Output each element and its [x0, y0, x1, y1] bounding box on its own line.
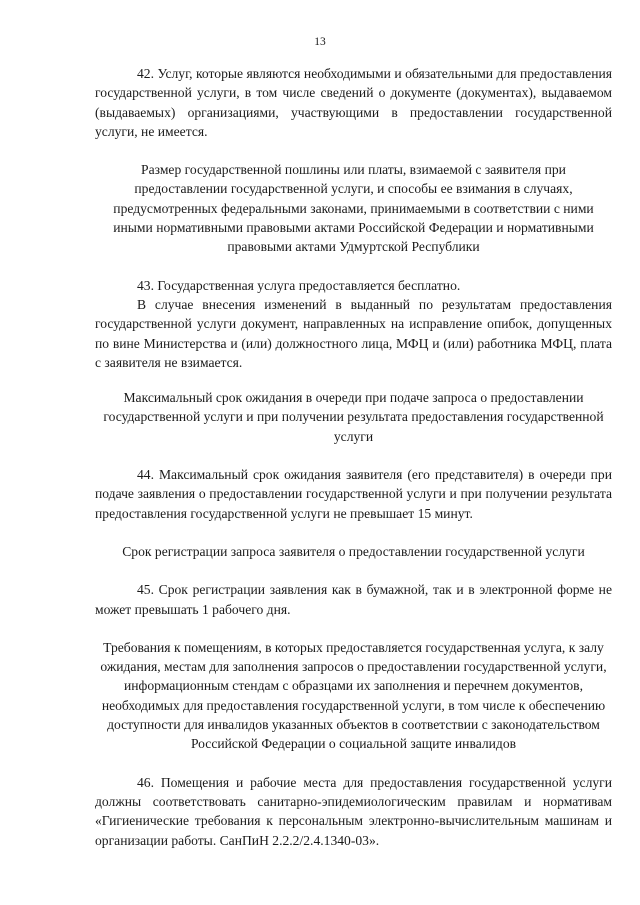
heading-queue-wait: Максимальный срок ожидания в очереди при подаче запроса о предоставлении государственной услуги и при получении результата предоставления государственной услуги [103, 390, 604, 444]
page-number: 13 [314, 36, 326, 48]
paragraph-42: 42. Услуг, которые являются необходимыми и обязательными для предоставления государственной услуги, в том числе сведений о документе (документах), выдаваемом (выдаваемых) организациями, участвующими в предоставлении государственной услуги, не имеется. [95, 66, 612, 139]
heading-state-fee: Размер государственной пошлины или платы, взимаемой с заявителя при предоставлении государственной услуги, и способы ее взимания в случаях, предусмотренных федеральными законами, принимаемыми в соответствии с ними иными нормативными правовыми актами Российской Федерации и нормативными правовыми актами Удмуртской Республики [113, 162, 594, 255]
paragraph-46: 46. Помещения и рабочие места для предоставления государственной услуги должны соответствовать санитарно-эпидемиологическим правилам и нормативам «Гигиенические требования к персональным электронно-вычислительным машинам и организации работы. СанПиН 2.2.2/2.4.1340-03». [95, 774, 612, 848]
heading-premises-requirements: Требования к помещениям, в которых предоставляется государственная услуга, к залу ожидания, местам для заполнения запросов о предоставлении государственной услуги, информационным стендам с образцами их заполнения и перечнем документов, необходимых для предоставления государственной услуги, в том числе к обеспечению доступности для инвалидов указанных объектов в соответствии с законодательством Российской Федерации о социальной защите инвалидов [100, 639, 607, 752]
page-content [95, 64, 612, 850]
paragraph-43: 43. Государственная услуга предоставляется бесплатно. [137, 277, 461, 293]
heading-registration-term: Срок регистрации запроса заявителя о предоставлении государственной услуги [122, 543, 585, 559]
paragraph-43-continuation: В случае внесения изменений в выданный по результатам предоставления государственной услуги документ, направленных на исправление опибок, допущенных по вине Министерства и (или) должностного лица, МФЦ и (или) работника МФЦ, плата с заявителя не взимается. [95, 296, 612, 370]
paragraph-45: 45. Срок регистрации заявления как в бумажной, так и в электронной форме не может превышать 1 рабочего дня. [95, 582, 612, 617]
paragraph-44: 44. Максимальный срок ожидания заявителя (его представителя) в очереди при подаче заявления о предоставлении государственной услуги и при получении результата предоставления государственной услуги не превышает 15 минут. [95, 467, 612, 521]
